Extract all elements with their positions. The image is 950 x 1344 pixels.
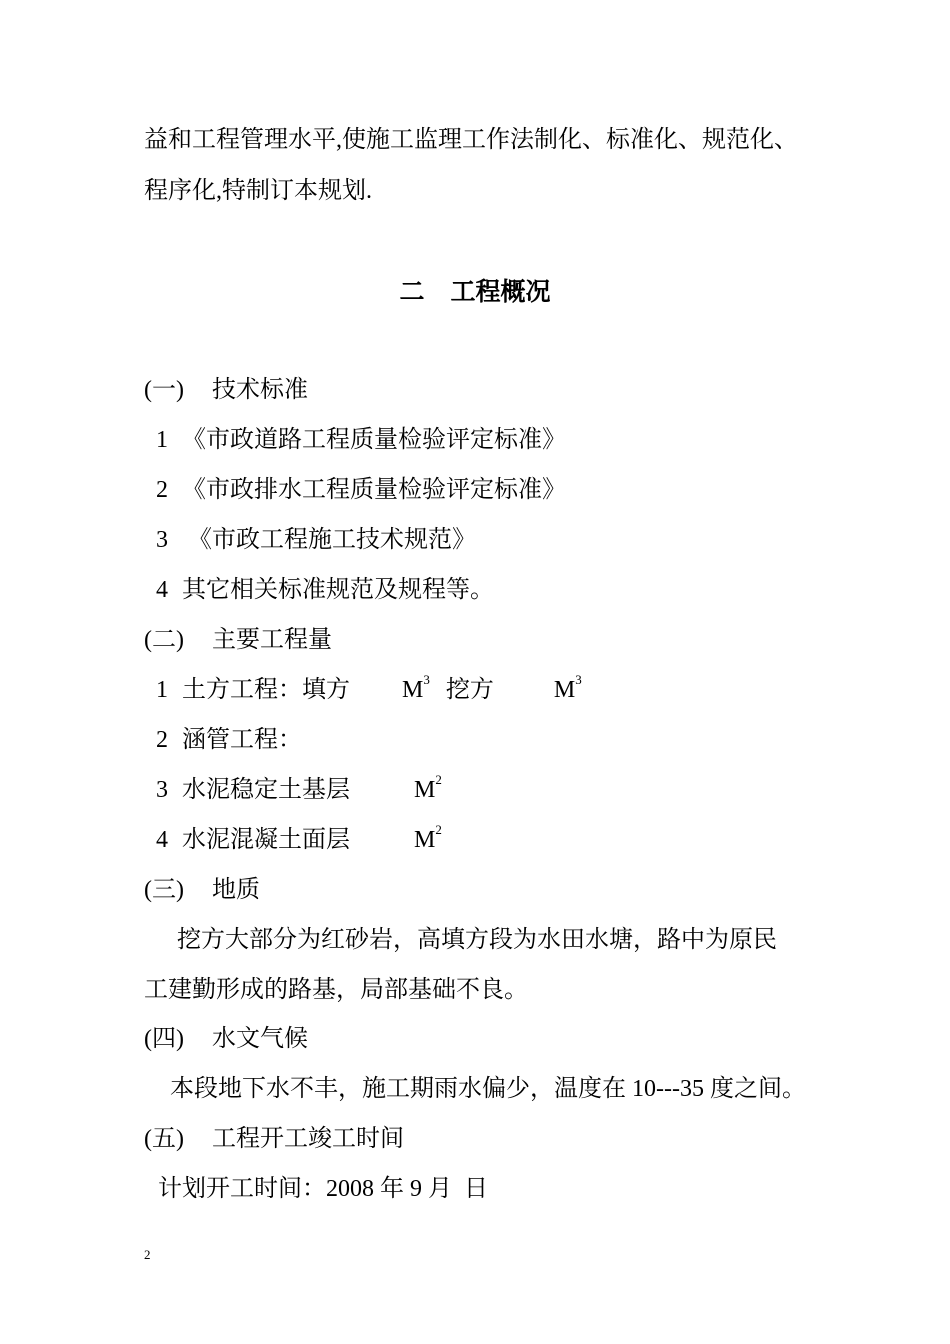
unit-exponent: 2 (435, 822, 442, 837)
section-3-title: 地质 (212, 877, 260, 903)
section-5-header (144, 1123, 404, 1155)
item-text: 土方工程：填方 (182, 677, 350, 703)
item-text: 《市政道路工程质量检验评定标准》 (182, 427, 566, 453)
section-4-label: (四) (144, 1026, 184, 1052)
unit-fill-exponent: 3 (423, 672, 430, 687)
page-number: 2 (144, 1247, 151, 1262)
section-1-label: (一) (144, 377, 184, 403)
item-text: 水泥稳定土基层 (182, 777, 350, 803)
list-item (156, 724, 302, 756)
item-text: 《市政排水工程质量检验评定标准》 (182, 477, 566, 503)
section-4-header (144, 1023, 308, 1055)
section-5-title: 工程开工竣工时间 (212, 1126, 404, 1152)
intro-line-2: 程序化,特制订本规划. (144, 178, 372, 204)
list-item (156, 674, 582, 706)
list-item (156, 424, 566, 456)
unit-cut-exponent: 3 (575, 672, 582, 687)
section-4-body: 本段地下水不丰，施工期雨水偏少，温度在 10---35 度之间。 (170, 1076, 806, 1102)
item-text: 《市政工程施工技术规范》 (182, 527, 476, 553)
unit: M (414, 827, 436, 853)
section-5-label: (五) (144, 1126, 184, 1152)
section-1-title: 技术标准 (212, 377, 308, 403)
item-number: 2 (156, 727, 168, 753)
item-number: 4 (156, 827, 168, 853)
item-number: 4 (156, 577, 168, 603)
item-number: 1 (156, 427, 168, 453)
section-5-body: 计划开工时间：2008 年 9 月 日 (158, 1176, 488, 1202)
item-number: 3 (156, 527, 168, 553)
item-number: 3 (156, 777, 168, 803)
unit: M (414, 777, 436, 803)
item-number: 1 (156, 677, 168, 703)
item-text: 水泥混凝土面层 (182, 827, 350, 853)
item-text: 其它相关标准规范及规程等。 (182, 577, 494, 603)
section-3-label: (三) (144, 877, 184, 903)
unit-cut: M (553, 677, 576, 703)
item-text: 涵管工程： (182, 727, 302, 753)
section-2-label: (二) (144, 627, 184, 653)
section-heading: 二 工程概况 (399, 277, 551, 306)
list-item (156, 774, 442, 806)
list-item (156, 524, 476, 556)
section-3-header (144, 874, 260, 906)
unit-exponent: 2 (435, 772, 442, 787)
section-2-header (144, 624, 332, 656)
intro-line-1: 益和工程管理水平,使施工监理工作法制化、标准化、规范化、 (144, 127, 798, 153)
list-item (156, 474, 566, 506)
section-3-body-line-2: 工建勤形成的路基，局部基础不良。 (144, 977, 528, 1003)
list-item (156, 574, 494, 606)
section-3-body-line-1: 挖方大部分为红砂岩，高填方段为水田水塘，路中为原民 (177, 927, 777, 953)
item-number: 2 (156, 477, 168, 503)
section-4-title: 水文气候 (212, 1026, 308, 1052)
section-2-title: 主要工程量 (212, 627, 332, 653)
list-item (156, 824, 442, 856)
unit-fill: M (402, 677, 424, 703)
section-1-header (144, 374, 308, 406)
item-mid-text: 挖方 (445, 677, 494, 703)
